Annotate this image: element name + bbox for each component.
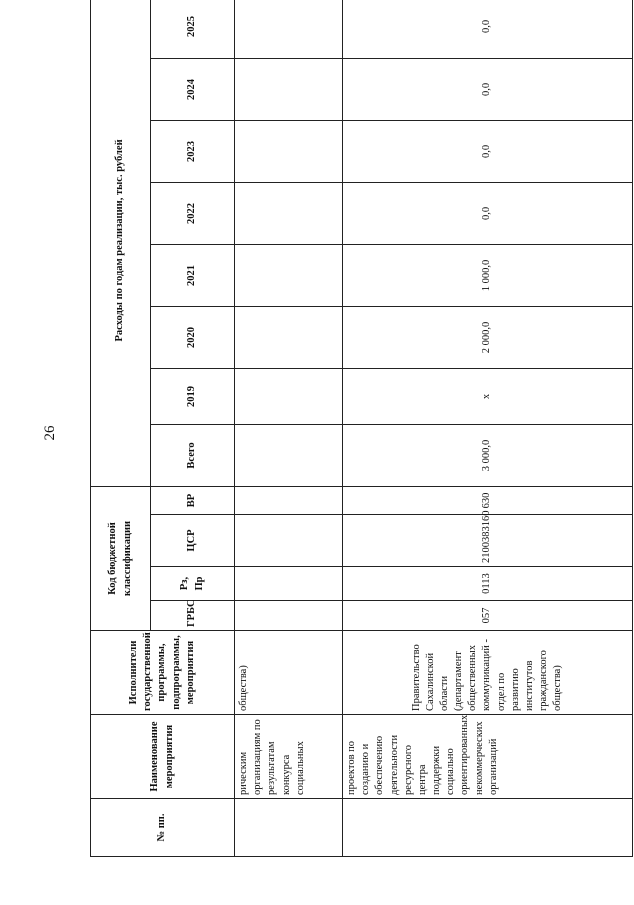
cell-csr: 2100383160 [343, 515, 633, 567]
cell-year-2019: x [343, 368, 633, 424]
cell-vr: 630 [343, 486, 633, 514]
header-csr: ЦСР [151, 515, 235, 567]
header-year-2021: 2021 [151, 244, 235, 306]
header-year-2020: 2020 [151, 306, 235, 368]
cell-year-2025: 0,0 [343, 0, 633, 58]
cell-total [235, 424, 343, 486]
header-vr: ВР [151, 486, 235, 514]
cell-num [343, 799, 633, 857]
cell-num [235, 799, 343, 857]
cell-year [235, 368, 343, 424]
budget-table [90, 0, 633, 857]
header-executor: Исполнители государственной программы, подпрограммы, мероприятия [91, 631, 235, 715]
cell-csr [235, 515, 343, 567]
header-rz-pr: Рз, Пр [151, 567, 235, 601]
cell-total: 3 000,0 [343, 424, 633, 486]
header-year-2024: 2024 [151, 58, 235, 120]
cell-year [235, 244, 343, 306]
cell-year [235, 306, 343, 368]
header-year-2023: 2023 [151, 120, 235, 182]
cell-year [235, 0, 343, 58]
cell-year [235, 58, 343, 120]
cell-executor: Правительство Сахалинской области (департамент общественных коммуникаций - отдел по развитию институтов гражданского общества) [343, 631, 633, 715]
cell-year-2024: 0,0 [343, 58, 633, 120]
cell-year [235, 120, 343, 182]
header-total: Всего [151, 424, 235, 486]
header-name: Наименование мероприятия [91, 715, 235, 799]
header-budget-code: Код бюджетной классификации [91, 486, 151, 630]
header-year-2025: 2025 [151, 0, 235, 58]
table-row [343, 0, 633, 857]
cell-year-2021: 1 000,0 [343, 244, 633, 306]
header-num: № пп. [91, 799, 235, 857]
header-year-2019: 2019 [151, 368, 235, 424]
cell-grbs: 057 [343, 601, 633, 631]
cell-vr [235, 486, 343, 514]
header-year-2022: 2022 [151, 182, 235, 244]
header-expenses: Расходы по годам реализации, тыс. рублей [91, 0, 151, 486]
cell-name: проектов по созданию и обеспечению деятельности ресурсного центра поддержки социально ориентированных некоммерческих организаций [343, 715, 633, 799]
cell-year-2020: 2 000,0 [343, 306, 633, 368]
cell-year-2023: 0,0 [343, 120, 633, 182]
page-number: 26 [42, 425, 58, 441]
cell-rz-pr: 0113 [343, 567, 633, 601]
rotated-table-container [90, 15, 633, 857]
cell-executor: общества) [235, 631, 343, 715]
cell-year [235, 182, 343, 244]
table-row [235, 0, 343, 857]
header-row-1 [91, 0, 151, 857]
cell-name: рическим организациям по результатам конкурса социальных [235, 715, 343, 799]
cell-rz-pr [235, 567, 343, 601]
header-grbs: ГРБС [151, 601, 235, 631]
cell-year-2022: 0,0 [343, 182, 633, 244]
cell-grbs [235, 601, 343, 631]
